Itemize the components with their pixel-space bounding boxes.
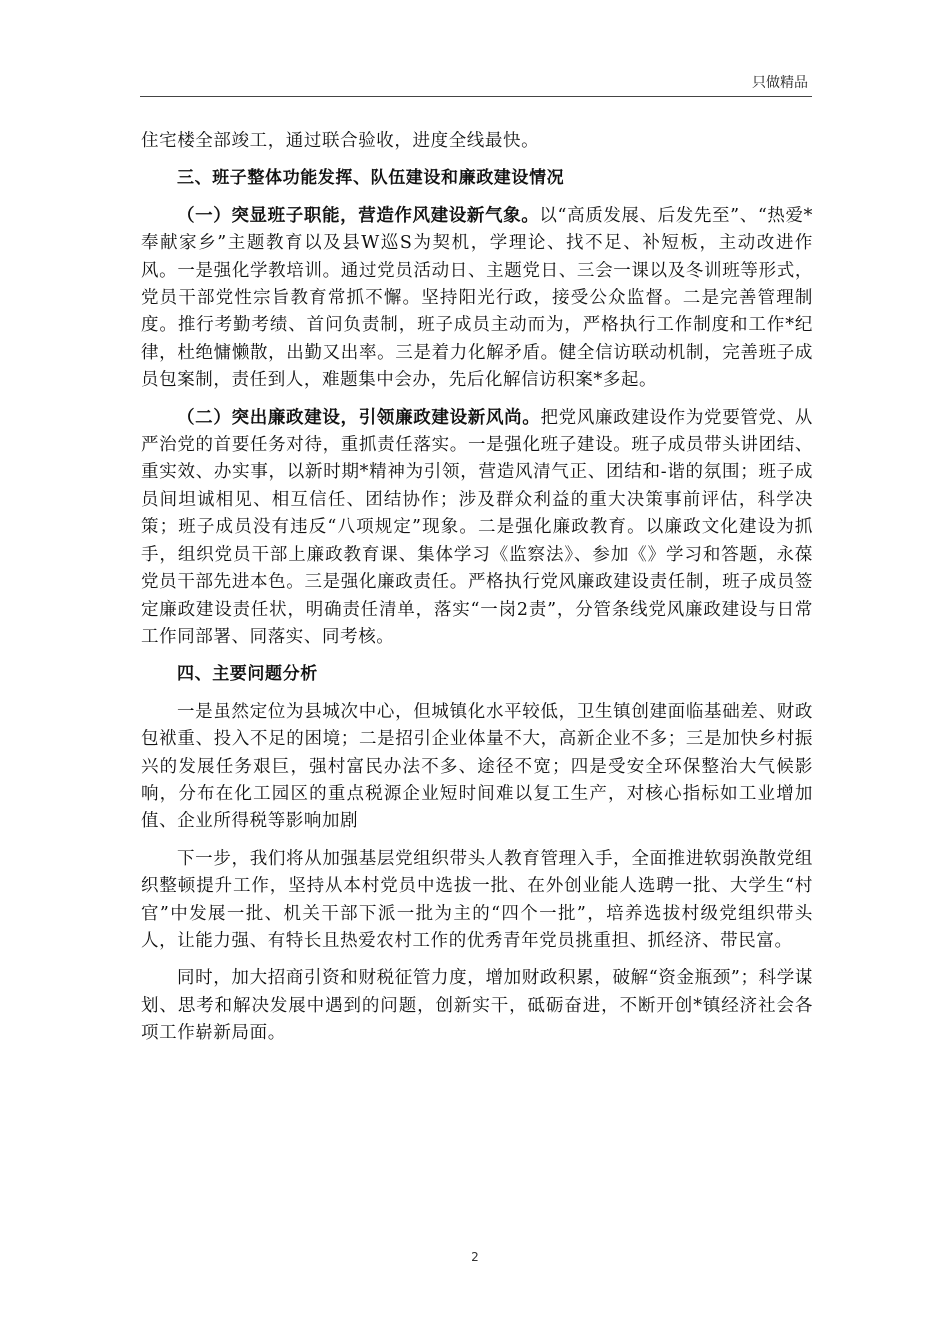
paragraph-integrity bbox=[141, 405, 813, 652]
header-label: 只做精品 bbox=[752, 75, 808, 91]
paragraph-lead-1: （一）突显班子职能，营造作风建设新气象。 bbox=[177, 205, 540, 226]
section-heading-4: 四、主要问题分析 bbox=[177, 664, 318, 685]
paragraph-meanwhile: 同时，加大招商引资和财税征管力度，增加财政积累，破解“资金瓶颈”；科学谋划、思考和解决发展中遇到的问题，创新实干，砥砺奋进，不断开创*镇经济社会各项工作崭新局面。 bbox=[141, 968, 813, 1044]
paragraph-continuation: 住宅楼全部竣工，通过联合验收，进度全线最快。 bbox=[141, 131, 540, 151]
paragraph-next-steps: 下一步，我们将从加强基层党组织带头人教育管理入手，全面推进软弱涣散党组织整顿提升工作，坚持从本村党员中选拔一批、在外创业能人选聘一批、大学生“村官”中发展一批、机关干部下派一批为主的“四个一批”，培养选拔村级党组织带头人，让能力强、有特长且热爱农村工作的优秀青年党员挑重担、抓经济、带民富。 bbox=[141, 848, 813, 951]
paragraph-team-function bbox=[141, 203, 813, 395]
header-divider bbox=[140, 96, 812, 97]
paragraph-lead-2: （二）突出廉政建设，引领廉政建设新风尚。 bbox=[177, 407, 541, 428]
paragraph-text-2: 把党风廉政建设作为党要管党、从严治党的首要任务对待，重抓责任落实。一是强化班子建设。班子成员带头讲团结、重实效、办实事，以新时期*精神为引领，营造风清气正、团结和-谐的氛围；班子成员间坦诚相见、相互信任、团结协作；涉及群众利益的重大决策事前评估，科学决策；班子成员没有违反“八项规定”现象。二是强化廉政教育。以廉政文化建设为抓手，组织党员干部上廉政教育课、集体学习《监察法》、参加《》学习和答题，永葆党员干部先进本色。三是强化廉政责任。严格执行党风廉政建设责任制，班子成员签定廉政建设责任状，明确责任清单，落实“一岗2责”，分管条线党风廉政建设与日常工作同部署、同落实、同考核。 bbox=[141, 407, 813, 647]
paragraph-problems: 一是虽然定位为县城次中心，但城镇化水平较低，卫生镇创建面临基础差、财政包袱重、投入不足的困境；二是招引企业体量不大，高新企业不多；三是加快乡村振兴的发展任务艰巨，强村富民办法不多、途径不宽；四是受安全环保整治大气候影响，分布在化工园区的重点税源企业短时间难以复工生产，对核心指标如工业增加值、企业所得税等影响加剧 bbox=[141, 701, 813, 832]
page-number: 2 bbox=[471, 1250, 479, 1264]
document-body bbox=[141, 128, 813, 1058]
section-heading-3: 三、班子整体功能发挥、队伍建设和廉政建设情况 bbox=[177, 168, 565, 189]
paragraph-text-1: 以“高质发展、后发先至”、“热爱*奉献家乡”主题教育以及县W巡S为契机，学理论、找不足、补短板，主动改进作风。一是强化学教培训。通过党员活动日、主题党日、三会一课以及冬训班等形式，党员干部党性宗旨教育常抓不懈。坚持阳光行政，接受公众监督。二是完善管理制度。推行考勤考绩、首问负责制，班子成员主动而为，严格执行工作制度和工作*纪律，杜绝慵懒散，出勤又出率。三是着力化解矛盾。健全信访联动机制，完善班子成员包案制，责任到人，难题集中会办，先后化解信访积案*多起。 bbox=[141, 205, 813, 391]
